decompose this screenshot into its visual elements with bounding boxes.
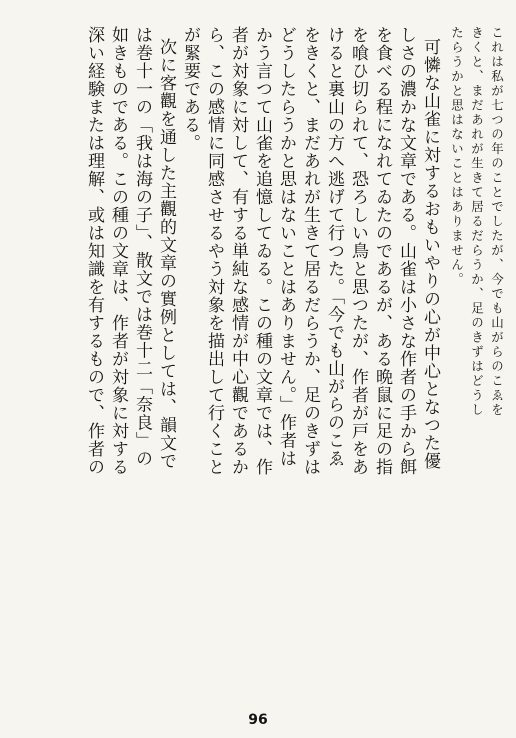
text-column: これは私が七つの年のことでしたが、今でも山がらのこゑを xyxy=(489,26,505,418)
text-column: ら、この感情に同感させるやう対象を描出して行くこと xyxy=(204,26,224,476)
text-column: きくと、まだあれが生きて居るだらうか、足のきずはどうし xyxy=(469,26,485,418)
text-column: かう言つて山雀を追憶してゐる。この種の文章では、作 xyxy=(252,26,272,476)
text-column: どうしたらうかと思はないことはありません。」作者は xyxy=(276,26,296,468)
text-column: 次に客觀を通した主觀的文章の實例としては、韻文で xyxy=(156,38,176,470)
text-column: は巻十一の「我は海の子」、散文では巻十二「奈良」の xyxy=(132,26,152,468)
text-column: 深い経験または理解、或は知識を有するもので、作者の xyxy=(84,26,104,476)
text-column: が緊要である。 xyxy=(180,26,200,152)
text-column: を喰ひ切られて、恐ろしい鳥と思つたが、作者が戸をあ xyxy=(348,26,368,476)
text-column: をきくと、まだあれが生きて居るだらうか、足のきずは xyxy=(300,26,320,476)
text-column: 如きものである。この種の文章は、作者が対象に対する xyxy=(108,26,128,476)
text-column: 可憐な山雀に対するおもいやりの心が中心となつた優 xyxy=(420,38,440,470)
text-column: 者が対象に対して、有する単純な感情が中心觀であるか xyxy=(228,26,248,476)
text-column: けると裏山の方へ逃げて行つた。「今でも山がらのこゑ xyxy=(324,26,344,468)
text-column: しさの濃かな文章である。山雀は小さな作者の手から餌 xyxy=(396,26,416,476)
page-number: 96 xyxy=(248,712,268,728)
text-column: を食べる程になれてゐたのであるが、ある晩鼠に足の指 xyxy=(372,26,392,476)
text-column: たらうかと思はないことはありません。 xyxy=(449,26,465,287)
